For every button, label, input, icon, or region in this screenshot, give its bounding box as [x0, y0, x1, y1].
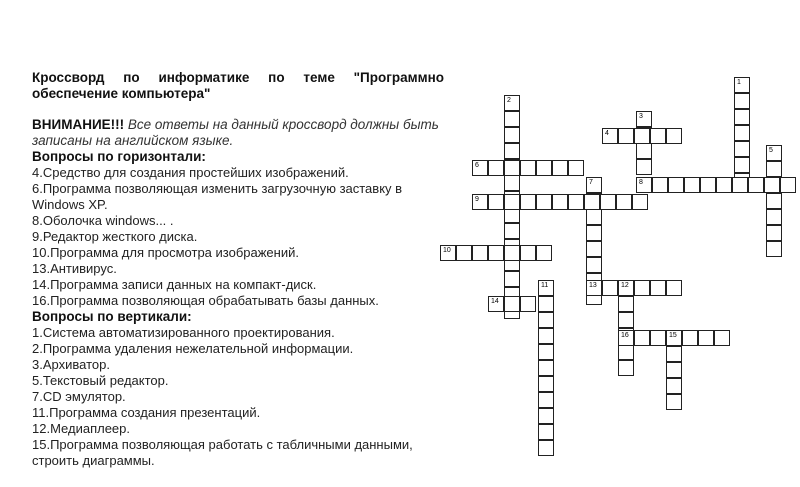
crossword-cell[interactable] [766, 145, 782, 161]
crossword-cell[interactable] [766, 193, 782, 209]
warning-text-1: Все ответы на данный кроссворд должны быть [127, 117, 439, 132]
horizontal-question: 9.Редактор жесткого диска. [32, 229, 198, 244]
crossword-cell[interactable] [472, 194, 488, 210]
crossword-cell[interactable] [666, 362, 682, 378]
crossword-cell[interactable] [586, 257, 602, 273]
clue-number: 8 [639, 179, 643, 186]
crossword-cell[interactable] [504, 175, 520, 191]
crossword-cell[interactable] [456, 245, 472, 261]
clue-number: 4 [605, 130, 609, 137]
horizontal-heading: Вопросы по горизонтали: [32, 149, 206, 164]
crossword-cell[interactable] [520, 296, 536, 312]
horizontal-question: 4.Средство для создания простейших изображений. [32, 165, 349, 180]
clue-number: 11 [541, 282, 549, 289]
crossword-cell[interactable] [668, 177, 684, 193]
crossword-cell[interactable] [650, 280, 666, 296]
crossword-cell[interactable] [766, 225, 782, 241]
horizontal-question: 13.Антивирус. [32, 261, 117, 276]
clue-number: 9 [475, 196, 479, 203]
crossword-cell[interactable] [734, 157, 750, 173]
crossword-cell[interactable] [766, 241, 782, 257]
crossword-cell[interactable] [636, 177, 652, 193]
clue-number: 14 [491, 298, 499, 305]
crossword-cell[interactable] [650, 128, 666, 144]
crossword-cell[interactable] [780, 177, 796, 193]
clue-number: 7 [589, 179, 593, 186]
document-title-line-1: Кроссворд по информатике по теме "Программно [32, 70, 444, 85]
crossword-cell[interactable] [536, 194, 552, 210]
crossword-cell[interactable] [734, 141, 750, 157]
crossword-cell[interactable] [632, 194, 648, 210]
crossword-cell[interactable] [652, 177, 668, 193]
clue-number: 15 [669, 332, 677, 339]
crossword-cell[interactable] [666, 394, 682, 410]
crossword-cell[interactable] [666, 378, 682, 394]
crossword-cell[interactable] [764, 177, 780, 193]
crossword-cell[interactable] [616, 194, 632, 210]
vertical-question: 12.Медиаплеер. [32, 421, 130, 436]
crossword-cell[interactable] [618, 280, 634, 296]
crossword-cell[interactable] [504, 127, 520, 143]
warning-label: ВНИМАНИЕ!!! [32, 117, 125, 132]
vertical-question: строить диаграммы. [32, 453, 155, 468]
crossword-cell[interactable] [732, 177, 748, 193]
crossword-cell[interactable] [716, 177, 732, 193]
crossword-cell[interactable] [536, 245, 552, 261]
crossword-cell[interactable] [734, 109, 750, 125]
clue-number: 16 [621, 332, 629, 339]
crossword-cell[interactable] [666, 128, 682, 144]
crossword-cell[interactable] [488, 194, 504, 210]
crossword-cell[interactable] [684, 177, 700, 193]
crossword-cell[interactable] [636, 159, 652, 175]
crossword-cell[interactable] [520, 245, 536, 261]
crossword-cell[interactable] [584, 194, 600, 210]
crossword-cell[interactable] [618, 128, 634, 144]
crossword-cell[interactable] [538, 344, 554, 360]
clue-number: 12 [621, 282, 629, 289]
crossword-cell[interactable] [568, 194, 584, 210]
horizontal-question: 6.Программа позволяющая изменить загрузочную заставку в [32, 181, 403, 196]
crossword-cell[interactable] [698, 330, 714, 346]
crossword-cell[interactable] [538, 440, 554, 456]
crossword-cell[interactable] [666, 330, 682, 346]
crossword-cell[interactable] [734, 125, 750, 141]
crossword-cell[interactable] [440, 245, 456, 261]
crossword-cell[interactable] [618, 344, 634, 360]
crossword-cell[interactable] [504, 245, 520, 261]
crossword-cell[interactable] [538, 424, 554, 440]
crossword-cell[interactable] [536, 160, 552, 176]
crossword-cell[interactable] [538, 408, 554, 424]
crossword-cell[interactable] [586, 241, 602, 257]
crossword-cell[interactable] [504, 296, 520, 312]
clue-number: 2 [507, 97, 511, 104]
horizontal-question: 8.Оболочка windows... . [32, 213, 174, 228]
horizontal-question: Windows XP. [32, 197, 108, 212]
warning-text-2: записаны на английском языке. [32, 133, 234, 148]
crossword-cell[interactable] [634, 330, 650, 346]
crossword-cell[interactable] [520, 160, 536, 176]
crossword-cell[interactable] [636, 143, 652, 159]
clue-number: 13 [589, 282, 597, 289]
crossword-cell[interactable] [504, 223, 520, 239]
vertical-question: 15.Программа позволяющая работать с табличными данными, [32, 437, 413, 452]
vertical-question: 11.Программа создания презентаций. [32, 405, 261, 420]
crossword-cell[interactable] [618, 312, 634, 328]
crossword-cell[interactable] [714, 330, 730, 346]
crossword-cell[interactable] [766, 209, 782, 225]
crossword-cell[interactable] [504, 143, 520, 159]
vertical-question: 3.Архиватор. [32, 357, 110, 372]
crossword-cell[interactable] [602, 280, 618, 296]
crossword-cell[interactable] [488, 296, 504, 312]
crossword-cell[interactable] [538, 392, 554, 408]
horizontal-question: 14.Программа записи данных на компакт-диск. [32, 277, 317, 292]
vertical-heading: Вопросы по вертикали: [32, 309, 192, 324]
crossword-cell[interactable] [538, 328, 554, 344]
crossword-cell[interactable] [634, 128, 650, 144]
crossword-cell[interactable] [538, 296, 554, 312]
crossword-cell[interactable] [586, 280, 602, 296]
crossword-cell[interactable] [538, 376, 554, 392]
crossword-cell[interactable] [682, 330, 698, 346]
crossword-cell[interactable] [700, 177, 716, 193]
clue-number: 10 [443, 247, 451, 254]
crossword-cell[interactable] [586, 177, 602, 193]
crossword-cell[interactable] [748, 177, 764, 193]
crossword-cell[interactable] [538, 360, 554, 376]
crossword-cell[interactable] [568, 160, 584, 176]
crossword-cell[interactable] [488, 160, 504, 176]
crossword-cell[interactable] [552, 194, 568, 210]
clue-number: 5 [769, 147, 773, 154]
crossword-cell[interactable] [766, 161, 782, 177]
clue-number: 1 [737, 79, 741, 86]
vertical-question: 2.Программа удаления нежелательной информации. [32, 341, 354, 356]
crossword-cell[interactable] [586, 209, 602, 225]
crossword-cell[interactable] [600, 194, 616, 210]
crossword-cell[interactable] [552, 160, 568, 176]
vertical-question: 7.CD эмулятор. [32, 389, 126, 404]
crossword-cell[interactable] [602, 128, 618, 144]
crossword-cell[interactable] [618, 330, 634, 346]
clue-number: 6 [475, 162, 479, 169]
horizontal-question: 10.Программа для просмотра изображений. [32, 245, 299, 260]
crossword-cell[interactable] [618, 296, 634, 312]
crossword-cell[interactable] [734, 93, 750, 109]
crossword-cell[interactable] [472, 160, 488, 176]
crossword-cell[interactable] [538, 312, 554, 328]
clue-number: 3 [639, 113, 643, 120]
crossword-cell[interactable] [504, 194, 520, 210]
document-title-line-2: обеспечение компьютера" [32, 86, 211, 101]
crossword-cell[interactable] [634, 280, 650, 296]
crossword-cell[interactable] [586, 225, 602, 241]
crossword-cell[interactable] [734, 77, 750, 93]
crossword-cell[interactable] [650, 330, 666, 346]
crossword-cell[interactable] [504, 160, 520, 176]
crossword-cell[interactable] [504, 271, 520, 287]
crossword-cell[interactable] [666, 280, 682, 296]
vertical-question: 1.Система автоматизированного проектирования. [32, 325, 335, 340]
crossword-cell[interactable] [520, 194, 536, 210]
crossword-cell[interactable] [618, 360, 634, 376]
crossword-cell[interactable] [538, 280, 554, 296]
crossword-cell[interactable] [472, 245, 488, 261]
crossword-cell[interactable] [636, 111, 652, 127]
crossword-cell[interactable] [488, 245, 504, 261]
vertical-question: 5.Текстовый редактор. [32, 373, 169, 388]
crossword-cell[interactable] [666, 346, 682, 362]
crossword-cell[interactable] [504, 111, 520, 127]
horizontal-question: 16.Программа позволяющая обрабатывать базы данных. [32, 293, 379, 308]
crossword-cell[interactable] [504, 95, 520, 111]
